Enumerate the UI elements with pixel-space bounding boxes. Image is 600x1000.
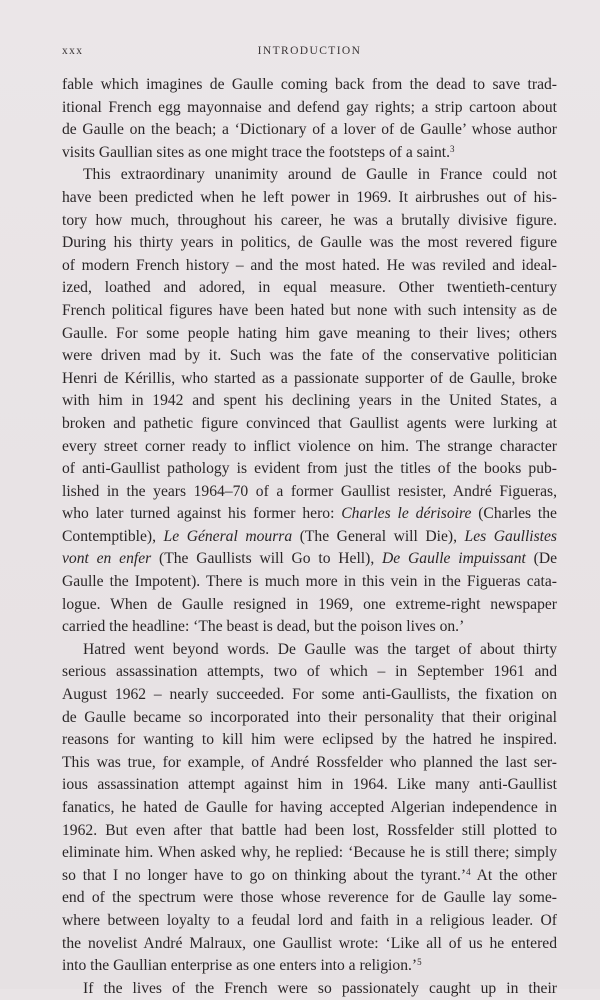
body-text (62, 74, 557, 1000)
text-line: tory how much, throughout his career, he was a brutally divisive figure. (62, 211, 557, 229)
text-line: Hatred went beyond words. De Gaulle was the target of about thirty (83, 640, 557, 658)
text-line: of anti-Gaullist pathology is evident from just the titles of the books pub- (62, 460, 557, 478)
text-line: were driven mad by it. Such was the fate of the conservative politician (62, 347, 557, 365)
running-head (62, 45, 557, 61)
text-line (62, 955, 557, 978)
text-span: (De (525, 550, 557, 568)
text-line (62, 503, 557, 526)
footnote-ref-5: 5 (417, 957, 422, 968)
text-line (62, 526, 557, 549)
text-span: At the other (470, 866, 557, 884)
text-line: end of the spectrum were those whose reverence for de Gaulle lay some- (62, 889, 557, 907)
text-line: During his thirty years in politics, de Gaulle was the most revered figure (62, 234, 557, 252)
text-line: ious assassination attempt against him in 1964. Like many anti-Gaullist (62, 776, 557, 794)
text-line: Henri de Kérillis, who started as a passionate supporter of de Gaulle, broke (62, 369, 557, 387)
text-line: lished in the years 1964–70 of a former Gaullist resister, André Figueras, (62, 482, 557, 500)
text-line: fanatics, he hated de Gaulle for having accepted Algerian independence in (62, 799, 557, 816)
text-line: serious assassination attempts, two of which – in September 1961 and (62, 663, 557, 681)
text-line: French political figures have been hated but none with such intensity as de (62, 301, 557, 319)
footnote-ref-3: 3 (450, 143, 455, 154)
text-line: of modern French history – and the most hated. He was reviled and ideal- (62, 256, 557, 274)
text-line: reasons for wanting to kill him were eclipsed by the hatred he inspired. (62, 731, 557, 749)
text-line: This was true, for example, of André Rossfelder who planned the last ser- (62, 753, 557, 771)
text-line: every street corner ready to inflict violence on him. The strange character (62, 437, 557, 455)
text-line: 1962. But even after that battle had been lost, Rossfelder still plotted to (62, 821, 557, 839)
paragraph-2 (62, 164, 557, 638)
text-line: where between loyalty to a feudal lord and faith in a religious leader. Of (62, 911, 557, 929)
text-line (62, 142, 557, 165)
text-line: Gaulle. For some people hating him gave meaning to their lives; others (62, 324, 557, 342)
text-line: fable which imagines de Gaulle coming back from the dead to save trad- (62, 76, 557, 93)
book-title: vont en enfer (62, 550, 152, 568)
paragraph-1 (62, 74, 557, 164)
paragraph-3 (62, 639, 557, 978)
book-title: Charles le dérisoire (341, 505, 472, 523)
text-span: Contemptible), (62, 527, 164, 545)
text-span: who later turned against his former hero: (62, 505, 335, 523)
text-line: August 1962 – nearly succeeded. For some anti-Gaullists, the fixation on (62, 686, 557, 704)
chapter-title: INTRODUCTION (257, 45, 362, 57)
text-line (62, 548, 557, 571)
text-line (62, 865, 557, 888)
footnote-ref-4: 4 (466, 866, 471, 877)
text-line: broken and pathetic figure convinced that Gaullist agents were lurking at (62, 414, 557, 432)
text-line: ized, loathed and adored, in equal measure. Other twentieth-century (62, 279, 557, 297)
text-span: (Charles the (471, 505, 557, 523)
text-line: with him in 1942 and spent his declining years in the United States, a (62, 392, 557, 410)
page-number: xxx (62, 45, 84, 57)
text-span: (The Gaullists will Go to Hell), (151, 550, 383, 568)
text-span: so that I no longer have to go on thinking about the tyrant.’ (62, 866, 467, 884)
text-line: If the lives of the French were so passionately caught up in their (83, 979, 557, 997)
text-span: visits Gaullian sites as one might trace the footsteps of a saint. (62, 143, 451, 161)
book-title: Le Géneral mourra (163, 527, 293, 545)
text-line: carried the headline: ‘The beast is dead, but the poison lives on.’ (62, 618, 465, 636)
text-span: (The General will Die), (292, 527, 465, 545)
text-line: Gaulle the Impotent). There is much more in this vein in the Figueras cata- (62, 573, 557, 591)
text-line: de Gaulle on the beach; a ‘Dictionary of a lover of de Gaulle’ whose author (62, 121, 557, 139)
text-line: This extraordinary unanimity around de Gaulle in France could not (83, 166, 557, 184)
text-line: de Gaulle became so incorporated into their personality that their original (62, 708, 557, 726)
text-line: logue. When de Gaulle resigned in 1969, one extreme-right newspaper (62, 595, 557, 613)
book-title: Les Gaullistes (464, 527, 558, 545)
text-line: the novelist André Malraux, one Gaullist wrote: ‘Like all of us he entered (62, 934, 557, 952)
text-line: have been predicted when he left power in 1969. It airbrushes out of his- (62, 188, 557, 206)
text-line: itional French egg mayonnaise and defend gay rights; a strip cartoon about (62, 98, 557, 116)
text-line: eliminate him. When asked why, he replied: ‘Because he is still there; simply (62, 844, 557, 862)
book-title: De Gaulle impuissant (382, 550, 526, 568)
text-span: into the Gaullian enterprise as one enters into a religion.’ (62, 957, 418, 975)
